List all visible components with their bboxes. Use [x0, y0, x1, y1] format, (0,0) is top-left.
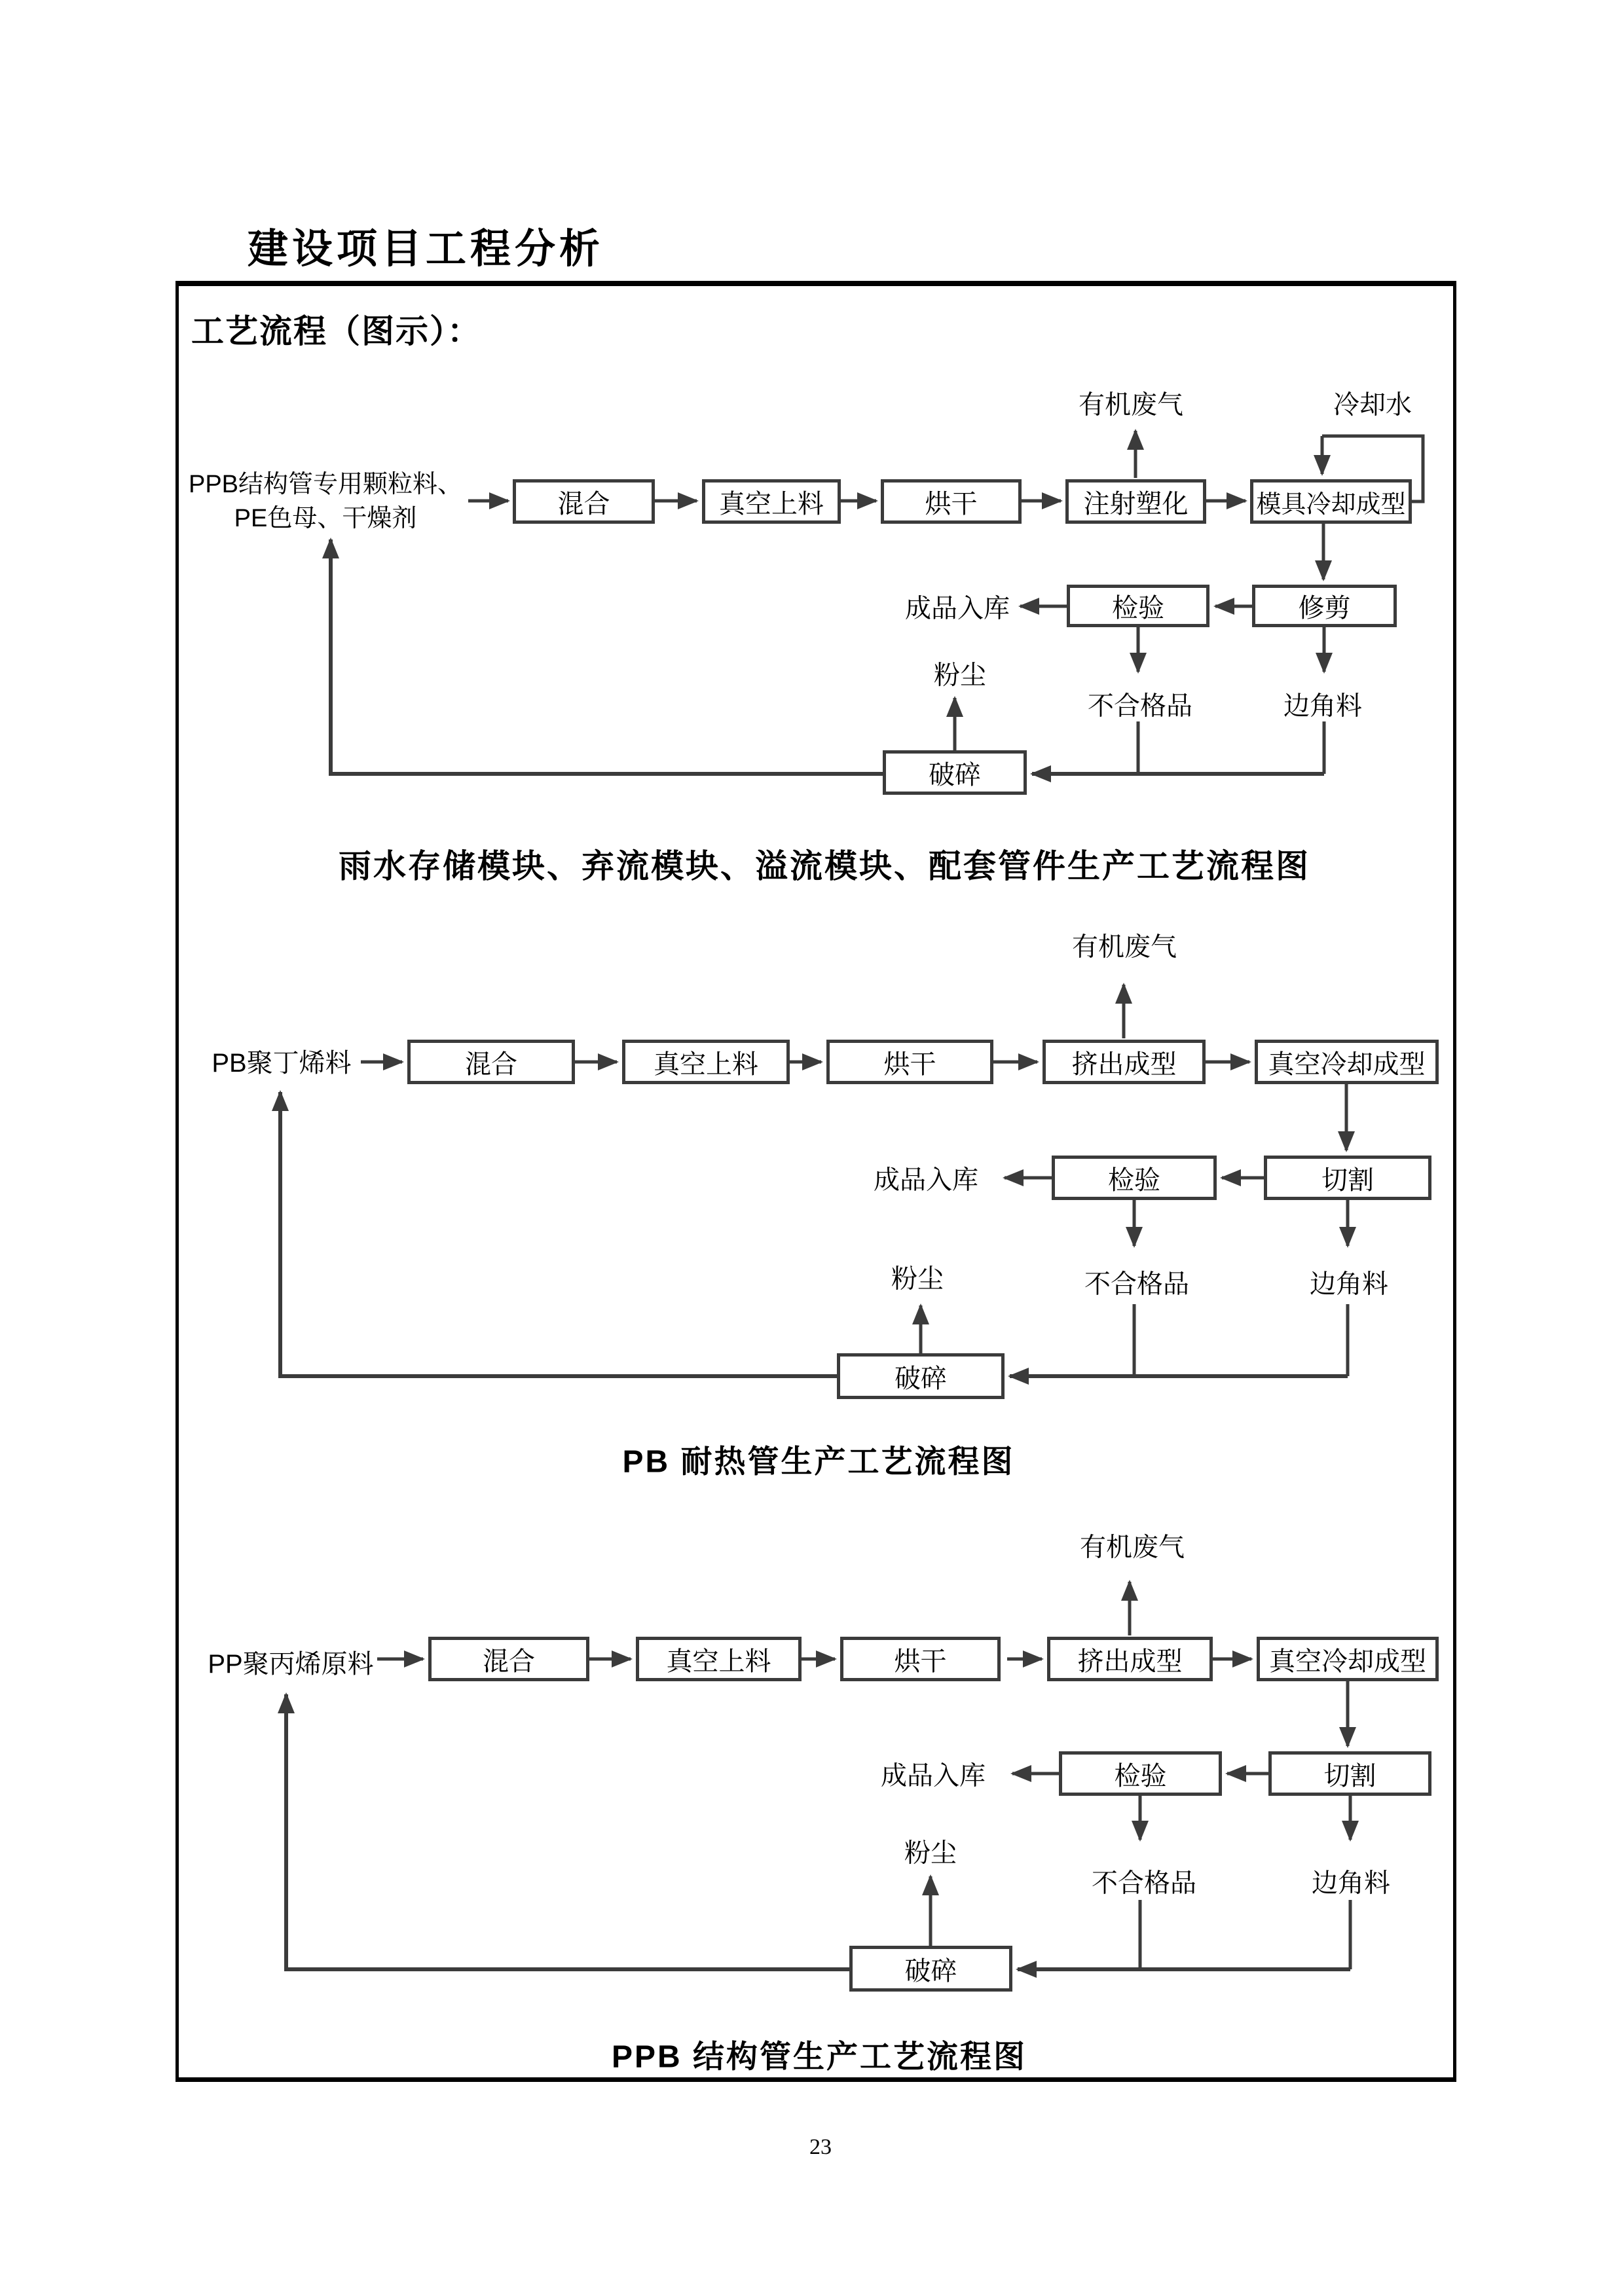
label-rejects: 不合格品	[1088, 691, 1192, 721]
label-dust: 粉尘	[904, 1838, 957, 1868]
label-organic-waste-gas: 有机废气	[1079, 390, 1183, 420]
node-vacuum-feed: 真空上料	[702, 479, 841, 524]
node-crush: 破碎	[883, 750, 1027, 795]
node-mix: 混合	[513, 479, 655, 524]
label-finished-storage: 成品入库	[881, 1760, 986, 1791]
node-inject-plasticize: 注射塑化	[1065, 479, 1206, 524]
diagram-caption-3: PPB 结构管生产工艺流程图	[611, 2039, 1027, 2075]
node-vacuum-feed: 真空上料	[622, 1040, 790, 1084]
node-cut: 切割	[1268, 1751, 1431, 1796]
label-organic-waste-gas: 有机废气	[1080, 1532, 1185, 1562]
node-inspect: 检验	[1059, 1751, 1222, 1796]
node-vacuum-cooling: 真空冷却成型	[1257, 1637, 1439, 1681]
node-dry: 烘干	[881, 479, 1022, 524]
label-cooling-water: 冷却水	[1333, 390, 1412, 420]
node-cut: 切割	[1264, 1156, 1431, 1200]
diagram-caption-1: 雨水存储模块、弃流模块、溢流模块、配套管件生产工艺流程图	[339, 848, 1310, 884]
label-scraps: 边角料	[1310, 1269, 1388, 1299]
node-crush: 破碎	[849, 1946, 1012, 1992]
label-dust: 粉尘	[891, 1264, 944, 1294]
node-dry: 烘干	[826, 1040, 993, 1084]
node-trim: 修剪	[1252, 585, 1397, 627]
node-mix: 混合	[428, 1637, 589, 1681]
label-rejects: 不合格品	[1092, 1868, 1196, 1898]
node-mold-cooling: 模具冷却成型	[1250, 479, 1412, 524]
label-rejects: 不合格品	[1084, 1269, 1189, 1299]
label-finished-storage: 成品入库	[874, 1165, 978, 1195]
input-label	[189, 467, 462, 536]
node-vacuum-cooling: 真空冷却成型	[1255, 1040, 1439, 1084]
input-label: PP聚丙烯原料	[208, 1650, 374, 1679]
node-extrude: 挤出成型	[1043, 1040, 1206, 1084]
label-dust: 粉尘	[934, 660, 986, 690]
label-scraps: 边角料	[1283, 691, 1362, 721]
node-mix: 混合	[407, 1040, 575, 1084]
node-inspect: 检验	[1052, 1156, 1217, 1200]
page-title: 建设项目工程分析	[248, 227, 604, 272]
input-label-line2: PE色母、干燥剂	[234, 505, 417, 532]
node-extrude: 挤出成型	[1047, 1637, 1213, 1681]
label-scraps: 边角料	[1312, 1868, 1390, 1898]
label-organic-waste-gas: 有机废气	[1072, 932, 1177, 962]
diagram-caption-2: PB 耐热管生产工艺流程图	[622, 1444, 1015, 1480]
page-number: 23	[809, 2135, 832, 2159]
node-inspect: 检验	[1067, 585, 1209, 627]
node-dry: 烘干	[840, 1637, 1001, 1681]
section-label: 工艺流程（图示）：	[191, 313, 481, 350]
node-crush: 破碎	[837, 1353, 1005, 1399]
label-finished-storage: 成品入库	[905, 593, 1010, 623]
input-label-line1: PPB结构管专用颗粒料、	[188, 471, 463, 498]
input-label: PB聚丁烯料	[212, 1049, 352, 1078]
node-vacuum-feed: 真空上料	[636, 1637, 802, 1681]
